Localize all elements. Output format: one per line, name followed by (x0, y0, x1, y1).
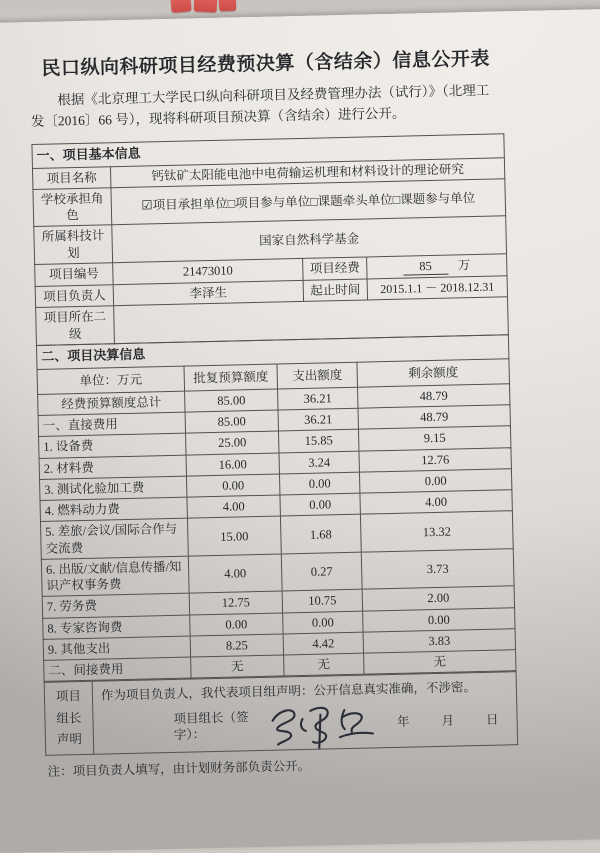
budget-row-spent: 0.00 (280, 493, 360, 516)
budget-row-spent: 36.21 (278, 408, 358, 431)
budget-row-approved: 无 (191, 655, 284, 678)
project-name-value: 钙钛矿太阳能电池中电荷输运机理和材料设计的理论研究 (110, 158, 504, 188)
basic-info-table (31, 133, 508, 346)
budget-row-approved: 85.00 (185, 410, 278, 433)
project-name-label: 项目名称 (32, 166, 110, 189)
budget-row-remaining: 48.79 (358, 405, 510, 430)
intro-paragraph: 根据《北京理工大学民口纵向科研项目及经费管理办法（试行）》（北理工发〔2016〕66 号），现将科研项目预决算（含结余）进行公开。 (30, 82, 490, 129)
pi-label: 项目负责人 (35, 285, 113, 308)
budget-row-remaining: 9.15 (358, 426, 510, 451)
declaration-row (44, 672, 518, 755)
budget-row-label: 1. 设备费 (39, 433, 186, 458)
budget-row-label: 5. 差旅/会议/国际合作与交流费 (40, 518, 188, 559)
budget-col-spent: 支出额度 (277, 362, 358, 389)
budget-row-label: 一、直接费用 (38, 412, 185, 437)
budget-row-approved: 25.00 (186, 431, 279, 454)
project-no-value: 21473010 (113, 258, 303, 285)
budget-col-approved: 批复预算额度 (184, 364, 278, 391)
basic-info-section-title: 一、项目基本信息 (32, 134, 504, 169)
budget-row-remaining: 2.00 (362, 586, 514, 611)
budget-row-approved: 8.25 (190, 634, 283, 657)
budget-row-approved: 85.00 (185, 389, 278, 412)
secondary-unit-label: 项目所在二级 (36, 306, 115, 345)
budget-row-spent: 1.68 (280, 515, 361, 554)
budget-row-remaining: 0.00 (359, 469, 511, 494)
budget-row-label: 8. 专家咨询费 (43, 615, 190, 640)
budget-row-remaining: 无 (364, 650, 516, 675)
budget-row-spent: 3.24 (279, 451, 359, 474)
program-value: 国家自然科学基金 (112, 216, 507, 262)
page-title: 民口纵向科研项目经费预决算（含结余）信息公开表 (41, 48, 491, 80)
budget-row-approved: 16.00 (186, 453, 279, 476)
budget-row-remaining: 4.00 (360, 490, 512, 515)
budget-row-label: 4. 燃料动力费 (40, 497, 187, 522)
budget-table-body (38, 384, 516, 682)
budget-row-spent: 无 (284, 653, 364, 676)
budget-section-title: 二、项目决算信息 (36, 335, 508, 370)
budget-row-remaining: 13.32 (360, 511, 513, 552)
project-no-label: 项目编号 (35, 263, 113, 287)
budget-row-spent: 4.42 (283, 632, 363, 655)
budget-row-approved: 15.00 (187, 516, 281, 556)
footnote: 注：项目负责人填写，由计划财务部负责公开。 (47, 759, 311, 779)
budget-row-remaining: 3.83 (363, 629, 515, 654)
budget-row-approved: 0.00 (186, 474, 279, 497)
budget-row-label: 经费预算额度总计 (38, 391, 185, 416)
red-tab-icon (194, 0, 218, 13)
budget-row-approved: 0.00 (190, 613, 283, 636)
signature-ink (268, 703, 365, 745)
budget-row-remaining: 3.73 (361, 549, 514, 590)
budget-row-approved: 4.00 (187, 495, 280, 518)
declaration-statement: 作为项目负责人，我代表项目组声明：公开信息真实准确，不涉密。 (100, 680, 477, 703)
funding-amount: 85 (403, 258, 448, 276)
duration-value: 2015.1.1 － 2018.12.31 (367, 276, 507, 300)
budget-row-remaining: 0.00 (363, 607, 515, 632)
budget-row-label: 7. 劳务费 (42, 593, 189, 618)
budget-table (36, 334, 517, 682)
declaration-label: 项目 组长 声明 (44, 682, 94, 756)
budget-row-spent: 36.21 (278, 387, 358, 410)
budget-row-remaining: 12.76 (359, 447, 511, 472)
duration-label: 起止时间 (303, 279, 367, 302)
day-label: 日 (485, 712, 499, 727)
signature-icon (268, 700, 377, 746)
budget-row-label: 3. 测试化验加工费 (40, 476, 187, 501)
declaration-table (44, 672, 519, 756)
month-label: 月 (441, 713, 455, 728)
budget-row-spent: 0.00 (283, 611, 363, 634)
declaration-body (92, 672, 518, 754)
date-labels (365, 711, 509, 731)
red-tab-icon (219, 0, 237, 11)
budget-row-remaining: 48.79 (358, 384, 510, 409)
funding-value (367, 254, 507, 279)
school-role-checkboxes: ☑项目承担单位□项目参与单位□课题牵头单位□课题参与单位 (111, 179, 506, 225)
budget-row-label: 6. 出版/文献/信息传播/知识产权事务费 (41, 556, 189, 597)
budget-col-unit: 单位：万元 (37, 366, 185, 394)
funding-label: 项目经费 (303, 257, 367, 281)
funding-unit: 万 (457, 258, 471, 273)
sign-label: 项目组长（签字）： (173, 710, 249, 743)
program-label: 所属科技计划 (34, 225, 113, 264)
budget-row-label: 2. 材料费 (39, 455, 186, 480)
budget-row-spent: 0.00 (279, 472, 359, 495)
budget-row-approved: 4.00 (188, 554, 282, 594)
budget-row-label: 二、间接费用 (44, 657, 191, 682)
red-tab-icon (170, 0, 191, 13)
budget-row-spent: 10.75 (282, 590, 362, 613)
paper-sheet (0, 9, 600, 853)
budget-row-label: 9. 其他支出 (43, 636, 190, 661)
budget-col-remaining: 剩余额度 (357, 359, 510, 387)
budget-row-spent: 15.85 (279, 430, 359, 453)
pi-name: 李泽生 (113, 281, 303, 307)
school-role-label: 学校承担角色 (33, 188, 112, 227)
form-content (29, 43, 517, 780)
budget-row-spent: 0.27 (281, 552, 362, 591)
budget-row-approved: 12.75 (189, 591, 282, 614)
signature-line (101, 699, 509, 748)
year-label: 年 (396, 714, 410, 729)
